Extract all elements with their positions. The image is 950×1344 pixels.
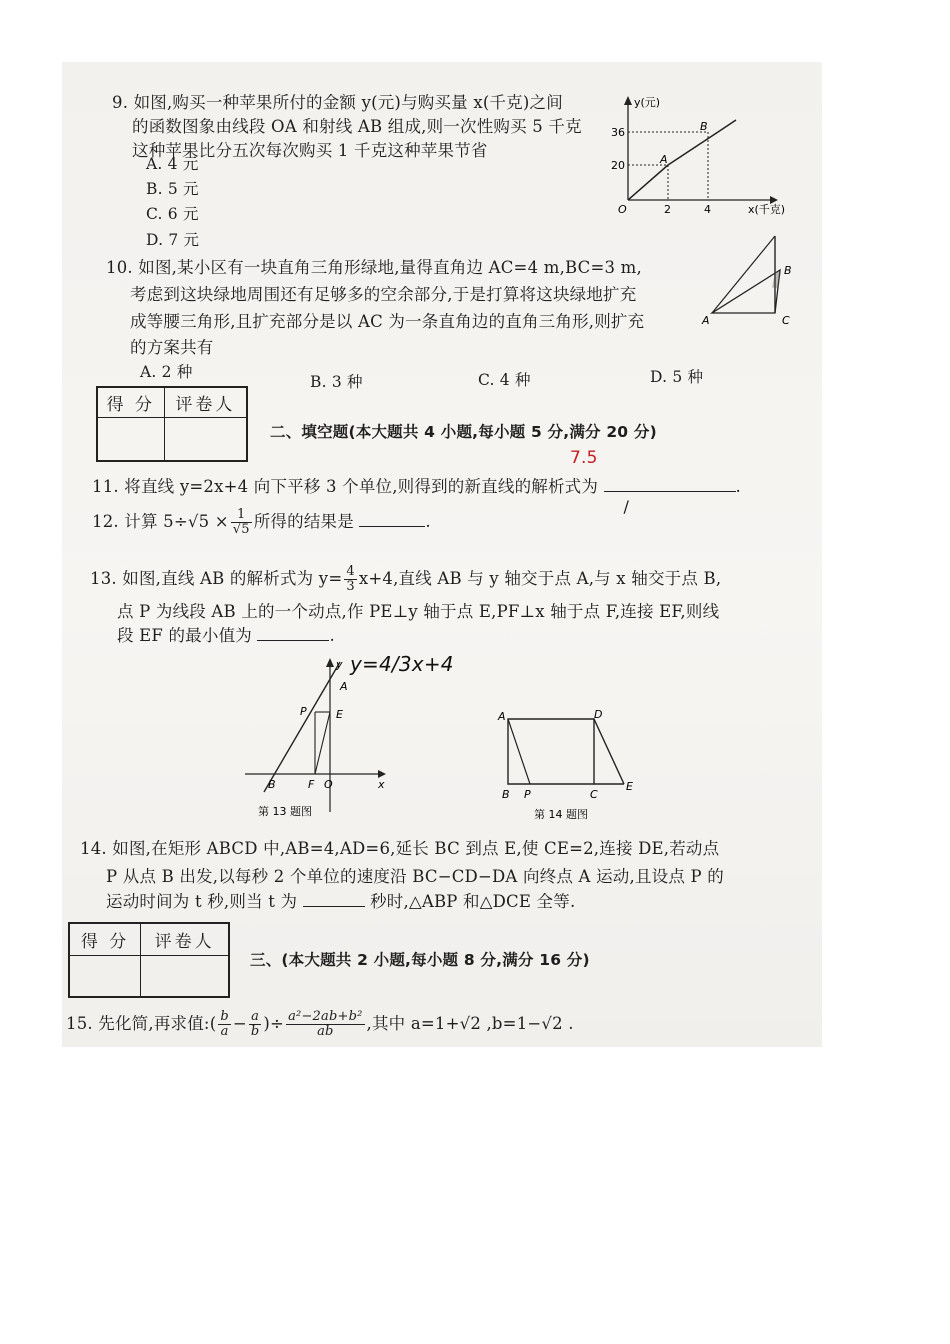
q14-line3-end: 秒时,△ABP 和△DCE 全等.	[370, 892, 576, 911]
section2-title: 二、填空题(本大题共 4 小题,每小题 5 分,满分 20 分)	[270, 423, 657, 441]
q13-line3: 段 EF 的最小值为 .	[117, 626, 335, 645]
q13-y-label: y	[336, 658, 343, 671]
q13-answer-blank[interactable]	[257, 640, 329, 641]
q10-line4: 的方案共有	[130, 338, 214, 357]
score-box-2	[68, 922, 230, 998]
q10-line1: 10. 如图,某小区有一块直角三角形绿地,量得直角边 AC=4 m,BC=3 m,	[106, 258, 642, 277]
q9-x-tick-2: 2	[664, 203, 671, 216]
q11-question: 11. 将直线 y=2x+4 向下平移 3 个单位,则得到的新直线的解析式为	[92, 477, 599, 496]
q10-line3: 成等腰三角形,且扩充部分是以 AC 为一条直角边的直角三角形,则扩充	[130, 312, 645, 331]
q15-frac3-num: a²−2ab+b²	[288, 1009, 363, 1024]
q13-caption: 第 13 题图	[258, 805, 312, 818]
q15-prefix: 15. 先化简,再求值:(	[66, 1014, 217, 1033]
q10-option-a: A. 2 种	[140, 363, 193, 381]
section3-title: 三、(本大题共 2 小题,每小题 8 分,满分 16 分)	[250, 951, 590, 969]
q14-point-c: C	[590, 788, 598, 801]
score-box-1-score-cell[interactable]	[97, 417, 164, 461]
q9-origin-label: O	[618, 203, 627, 216]
q13-line1	[90, 565, 721, 594]
q13-point-b: B	[268, 778, 276, 791]
q14-answer-blank[interactable]	[303, 906, 365, 907]
q15-text	[66, 1010, 574, 1039]
q9-x-tick-4: 4	[704, 203, 711, 216]
score-box-2-grader-cell[interactable]	[141, 955, 229, 997]
q13-coordinate-figure	[240, 652, 460, 824]
q14-line3	[106, 890, 575, 914]
q9-point-a: A	[660, 153, 668, 166]
q13-frac-num: 4	[346, 564, 355, 579]
q14-point-e: E	[626, 780, 633, 793]
q12-frac-num: 1	[231, 508, 252, 523]
q13-line3-text: 段 EF 的最小值为	[117, 626, 252, 645]
q13-point-p: P	[300, 705, 307, 718]
q10-option-b: B. 3 种	[310, 373, 363, 391]
q9-line2: 的函数图象由线段 OA 和射线 AB 组成,则一次性购买 5 千克	[132, 117, 582, 136]
q10-label-b: B	[784, 264, 792, 277]
score-box-2-score-cell[interactable]	[69, 955, 141, 997]
q14-point-p: P	[524, 788, 531, 801]
q9-option-c: C. 6 元	[146, 205, 199, 223]
q13-point-e: E	[336, 708, 343, 721]
q9-point-b: B	[700, 120, 708, 133]
score-box-2-score-label: 得 分	[69, 923, 141, 955]
score-box-2-grader-label: 评卷人	[141, 923, 229, 955]
q13-point-f: F	[308, 778, 315, 791]
q12-suffix: 所得的结果是	[253, 512, 354, 531]
q10-option-d: D. 5 种	[650, 368, 704, 386]
q10-option-c: C. 4 种	[478, 371, 531, 389]
score-box-1	[96, 386, 248, 462]
q15-frac2-den: b	[250, 1024, 260, 1039]
q11-answer-blank[interactable]: /	[604, 491, 736, 492]
q9-y-axis-label: y(元)	[634, 96, 661, 109]
q12-answer-blank[interactable]	[359, 526, 425, 527]
q9-y-tick-20: 20	[611, 159, 625, 172]
q9-option-b: B. 5 元	[146, 180, 199, 198]
q13-line2: 点 P 为线段 AB 上的一个动点,作 PE⊥y 轴于点 E,PF⊥x 轴于点 F,连接 EF,则线	[117, 602, 720, 621]
q13-point-o: O	[324, 778, 333, 791]
q13-handwritten-equation: y=4/3x+4	[350, 652, 454, 676]
q13-line1-end: x+4,直线 AB 与 y 轴交于点 A,与 x 轴交于点 B,	[358, 569, 722, 588]
q15-frac2-num: a	[249, 1010, 262, 1025]
score-box-1-score-label: 得 分	[97, 387, 164, 417]
q11-text: 11. 将直线 y=2x+4 向下平移 3 个单位,则得到的新直线的解析式为 / .	[92, 477, 741, 516]
q14-rectangle-figure	[494, 704, 654, 824]
q9-option-a: A. 4 元	[146, 155, 199, 173]
q13-x-label: x	[378, 778, 385, 791]
q15-suffix: ,其中 a=1+√2 ,b=1−√2 .	[366, 1014, 574, 1033]
q10-label-c: C	[782, 314, 790, 327]
q9-function-graph	[608, 90, 808, 218]
q14-point-a: A	[498, 710, 506, 723]
q13-frac-den: 3	[346, 579, 355, 594]
q15-frac1-num: b	[220, 1009, 229, 1024]
q9-option-d: D. 7 元	[146, 231, 200, 249]
score-box-1-grader-cell[interactable]	[164, 417, 247, 461]
score-box-1-grader-label: 评卷人	[164, 387, 247, 417]
q14-point-d: D	[594, 708, 603, 721]
q13-point-a: A	[340, 680, 348, 693]
handwritten-score-mark: 7.5	[570, 448, 598, 468]
q13-line1-start: 13. 如图,直线 AB 的解析式为 y=	[90, 569, 343, 588]
q9-line1: 9. 如图,购买一种苹果所付的金额 y(元)与购买量 x(千克)之间	[112, 93, 563, 112]
q15-minus: −	[232, 1014, 247, 1033]
q10-triangle-figure	[700, 228, 800, 328]
q14-caption: 第 14 题图	[534, 808, 588, 821]
q14-line3-start: 运动时间为 t 秒,则当 t 为	[106, 892, 298, 911]
q12-text: 12. 计算 5÷√5 × $\frac{1}{√5}$ 所得的结果是 .	[92, 507, 431, 537]
q14-line1: 14. 如图,在矩形 ABCD 中,AB=4,AD=6,延长 BC 到点 E,使 CE=2,连接 DE,若动点	[80, 839, 720, 858]
q9-y-tick-36: 36	[611, 126, 625, 139]
q10-line2: 考虑到这块绿地周围还有足够多的空余部分,于是打算将这块绿地扩充	[130, 285, 637, 304]
q15-frac3-den: ab	[317, 1024, 334, 1039]
q15-frac1-den: a	[220, 1024, 229, 1039]
q14-point-b: B	[502, 788, 510, 801]
q12-prefix: 12. 计算 5÷√5 ×	[92, 512, 229, 531]
q12-frac-den: √5	[232, 522, 250, 537]
q9-x-axis-label: x(千克)	[748, 203, 786, 216]
q15-divide: )÷	[263, 1014, 285, 1033]
q14-line2: P 从点 B 出发,以每秒 2 个单位的速度沿 BC−CD−DA 向终点 A 运动,且设点 P 的	[106, 867, 724, 886]
q9-line3: 这种苹果比分五次每次购买 1 千克这种苹果节省	[132, 141, 488, 160]
q10-label-a: A	[702, 314, 710, 327]
